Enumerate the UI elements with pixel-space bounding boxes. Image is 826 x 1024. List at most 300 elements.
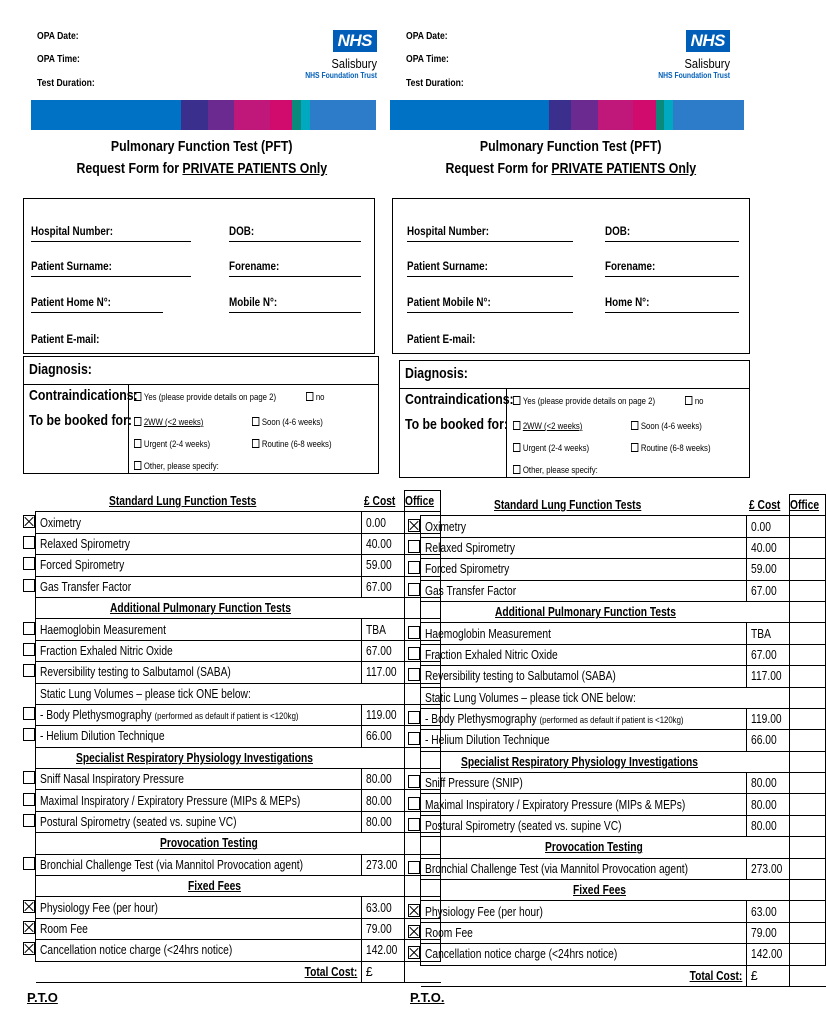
test-name: Sniff Pressure (SNIP): [425, 776, 523, 791]
test-name: - Body Plethysmography: [40, 708, 152, 723]
test-cost: 40.00: [365, 536, 392, 551]
cost-header: £ Cost: [748, 497, 780, 512]
checkbox-icon[interactable]: [23, 536, 35, 549]
checkbox-icon[interactable]: [23, 664, 35, 677]
test-name: Gas Transfer Factor: [40, 579, 132, 594]
booked-for-label: To be booked for:: [405, 416, 508, 433]
test-cost: 59.00: [750, 562, 777, 577]
table-row: [408, 794, 826, 815]
table-row: [408, 537, 826, 558]
title-line-2: [446, 158, 697, 180]
office-cell: [790, 537, 826, 558]
opt-2ww-label: 2WW (<2 weeks): [522, 421, 583, 432]
table-row: [23, 640, 441, 661]
checkbox-icon[interactable]: [408, 775, 420, 788]
office-cell: [790, 623, 826, 644]
checkbox-icon[interactable]: [631, 443, 638, 452]
test-name: Relaxed Spirometry: [425, 540, 516, 555]
mobile-number-label: Patient Mobile N°:: [407, 295, 491, 309]
test-cost: 59.00: [365, 558, 392, 573]
office-cell: [790, 901, 826, 922]
checked-box-icon[interactable]: [23, 942, 35, 955]
table-row: [23, 897, 441, 918]
table-row: [408, 815, 826, 836]
form-title: [23, 136, 381, 180]
test-cost: 80.00: [750, 797, 777, 812]
test-name: Room Fee: [425, 926, 473, 940]
section-provocation-title: Provocation Testing: [545, 840, 644, 855]
section-specialist-title: Specialist Respiratory Physiology Investigations: [75, 750, 313, 765]
opa-date-label: OPA Date:: [406, 30, 448, 42]
checkbox-icon[interactable]: [685, 396, 692, 405]
office-cell: [790, 815, 826, 836]
test-name: Relaxed Spirometry: [40, 536, 131, 551]
band-segment-4: [598, 100, 633, 130]
test-name: - Helium Dilution Technique: [40, 729, 165, 744]
checkbox-icon[interactable]: [408, 861, 420, 874]
office-cell: [790, 880, 826, 901]
office-header: Office: [405, 494, 435, 509]
office-cell: [790, 730, 826, 751]
pto-label: P.T.O.: [410, 990, 445, 1005]
band-segment-4: [234, 100, 269, 130]
table-row: [23, 619, 441, 640]
checkbox-icon[interactable]: [23, 622, 35, 635]
section-specialist-title: Specialist Respiratory Physiology Investigations: [460, 754, 698, 769]
checkbox-icon[interactable]: [408, 540, 420, 553]
test-name: Static Lung Volumes – please tick ONE below:: [40, 686, 251, 701]
contra-yes-option[interactable]: [134, 392, 276, 403]
test-cost: 67.00: [750, 583, 777, 598]
checkbox-icon[interactable]: [23, 771, 35, 784]
checkbox-icon[interactable]: [23, 814, 35, 827]
office-cell: [790, 644, 826, 665]
checked-box-icon[interactable]: [23, 515, 35, 528]
test-name: Reversibility testing to Salbutamol (SABA): [40, 665, 231, 680]
trust-name: NHS Foundation Trust: [305, 71, 377, 80]
contra-no-option[interactable]: [685, 396, 704, 407]
table-header-row: [408, 495, 826, 516]
color-band: [390, 100, 744, 130]
email-label: Patient E-mail:: [31, 332, 100, 346]
test-cost: 119.00: [750, 712, 782, 727]
opt-other-label: Other, please specify:: [143, 461, 219, 472]
table-row: [23, 811, 441, 832]
test-cost: TBA: [750, 626, 771, 641]
band-segment-2: [181, 100, 208, 130]
test-cost: 0.00: [365, 515, 386, 530]
title-line-1: Pulmonary Function Test (PFT): [111, 138, 293, 155]
nhs-logo: [277, 30, 377, 80]
contra-yes-label: Yes (please provide details on page 2): [143, 392, 277, 403]
surname-label: Patient Surname:: [31, 259, 112, 273]
band-segment-5: [270, 100, 292, 130]
table-row: [408, 730, 826, 751]
dob-label: DOB:: [605, 224, 631, 238]
total-cost-label: Total Cost:: [690, 968, 743, 983]
checkbox-icon[interactable]: [23, 557, 35, 570]
contra-yes-option[interactable]: [513, 396, 655, 407]
checkbox-icon[interactable]: [408, 818, 420, 831]
checked-box-icon[interactable]: [408, 519, 420, 532]
office-cell: [790, 858, 826, 879]
test-name: Reversibility testing to Salbutamol (SABA): [425, 669, 616, 684]
diagnosis-label: Diagnosis:: [29, 361, 92, 378]
opa-time-label: OPA Time:: [406, 53, 449, 65]
forename-field[interactable]: [605, 276, 739, 277]
section-row: [408, 880, 826, 901]
test-cost: 142.00: [365, 943, 398, 958]
section-row: [23, 876, 441, 897]
form-title: [392, 136, 750, 180]
office-cell: [790, 516, 826, 537]
test-name: Haemoglobin Measurement: [425, 626, 551, 641]
checkbox-icon[interactable]: [23, 857, 35, 870]
opt-2ww[interactable]: [134, 417, 203, 428]
patient-details-box: [392, 198, 750, 354]
office-cell: [790, 580, 826, 601]
table-row: [23, 918, 441, 939]
test-cost: 79.00: [365, 922, 392, 936]
org-name: Salisbury: [684, 56, 730, 71]
table-row: [408, 666, 826, 687]
test-cost: 119.00: [365, 708, 397, 723]
test-name: Forced Spirometry: [425, 562, 510, 577]
band-segment-8: [310, 100, 376, 130]
trust-name: NHS Foundation Trust: [658, 71, 730, 80]
office-cell: [790, 751, 826, 772]
table-row: [408, 516, 826, 537]
standard-tests-header: Standard Lung Function Tests: [493, 497, 641, 512]
home-number-field[interactable]: [605, 312, 739, 313]
test-name: Fraction Exhaled Nitric Oxide: [40, 643, 173, 658]
test-name: Room Fee: [40, 922, 88, 936]
test-cost: 67.00: [365, 643, 392, 658]
test-cost: 117.00: [750, 669, 782, 684]
band-segment-8: [673, 100, 744, 130]
checkbox-icon[interactable]: [252, 417, 259, 426]
test-cost: 63.00: [365, 900, 392, 915]
opt-soon[interactable]: [631, 421, 702, 432]
title-emphasis: PRIVATE PATIENTS Only: [551, 160, 697, 177]
table-row: [408, 922, 826, 943]
table-row: [408, 623, 826, 644]
section-row: [408, 751, 826, 772]
checkbox-icon[interactable]: [134, 392, 141, 401]
checkbox-icon[interactable]: [513, 443, 520, 452]
table-row: [408, 708, 826, 729]
checkbox-icon[interactable]: [408, 711, 420, 724]
office-cell: [790, 601, 826, 622]
checkbox-icon[interactable]: [134, 461, 141, 470]
checkbox-icon[interactable]: [306, 392, 313, 401]
band-segment-2: [549, 100, 571, 130]
office-cell: [790, 708, 826, 729]
opa-time-label: OPA Time:: [37, 53, 80, 65]
title-line-2: [77, 158, 328, 180]
hospital-number-label: Hospital Number:: [407, 224, 490, 238]
test-name: Oximetry: [40, 515, 81, 530]
checkbox-icon[interactable]: [408, 647, 420, 660]
opt-urgent[interactable]: [513, 443, 589, 454]
title-prefix: Request Form for: [76, 160, 183, 177]
table-row: [408, 687, 826, 708]
test-cost: 273.00: [750, 861, 783, 876]
test-cost: 80.00: [365, 772, 392, 787]
checked-box-icon[interactable]: [408, 946, 420, 959]
checkbox-icon[interactable]: [134, 417, 141, 426]
checkbox-icon[interactable]: [23, 707, 35, 720]
total-cost-field[interactable]: [746, 965, 789, 986]
home-number-label: Home N°:: [605, 295, 650, 309]
title-line-1: Pulmonary Function Test (PFT): [480, 138, 662, 155]
table-header-row: [23, 491, 441, 512]
forename-label: Forename:: [605, 259, 656, 273]
test-name: Sniff Nasal Inspiratory Pressure: [40, 772, 184, 787]
office-cell: [790, 773, 826, 794]
opt-soon-label: Soon (4-6 weeks): [640, 421, 702, 432]
table-row: [23, 662, 441, 683]
hospital-number-field[interactable]: [31, 241, 191, 242]
test-name: Physiology Fee (per hour): [40, 900, 158, 915]
test-name: Bronchial Challenge Test (via Mannitol Provocation agent): [40, 857, 304, 872]
opt-urgent-label: Urgent (2-4 weeks): [143, 439, 211, 450]
test-name: Gas Transfer Factor: [425, 583, 517, 598]
checkbox-icon[interactable]: [408, 797, 420, 810]
test-name: Fraction Exhaled Nitric Oxide: [425, 647, 558, 662]
checkbox-icon[interactable]: [408, 583, 420, 596]
opt-routine[interactable]: [631, 443, 711, 454]
booked-for-label: To be booked for:: [29, 412, 132, 429]
test-name: Bronchial Challenge Test (via Mannitol Provocation agent): [425, 861, 689, 876]
dob-field[interactable]: [605, 241, 739, 242]
form-copy-left: [23, 0, 435, 1024]
table-row: [23, 576, 441, 597]
table-row: [23, 726, 441, 747]
checkbox-icon[interactable]: [134, 439, 141, 448]
office-cell: [790, 837, 826, 858]
contra-no-option[interactable]: [306, 392, 325, 403]
section-fixed-title: Fixed Fees: [187, 879, 241, 894]
opt-routine-label: Routine (6-8 weeks): [640, 443, 711, 454]
total-row: [23, 961, 441, 982]
section-additional-title: Additional Pulmonary Function Tests: [109, 601, 291, 616]
total-cost-label: Total Cost:: [305, 964, 358, 979]
test-cost: 273.00: [365, 857, 398, 872]
section-row: [408, 601, 826, 622]
opt-other[interactable]: [134, 461, 219, 472]
total-row: [408, 965, 826, 986]
cost-header: £ Cost: [363, 493, 395, 508]
test-note: (performed as default if patient is <120kg): [154, 711, 299, 723]
checkbox-icon[interactable]: [408, 732, 420, 745]
checkbox-icon[interactable]: [408, 626, 420, 639]
checked-box-icon[interactable]: [408, 925, 420, 938]
band-segment-3: [571, 100, 598, 130]
surname-label: Patient Surname:: [407, 259, 488, 273]
table-row: [408, 858, 826, 879]
table-row: [408, 580, 826, 601]
form-copy-right: [392, 0, 820, 1024]
band-segment-7: [301, 100, 310, 130]
table-row: [23, 704, 441, 725]
table-row: [23, 533, 441, 554]
test-cost: 80.00: [365, 793, 392, 808]
checkbox-icon[interactable]: [252, 439, 259, 448]
checkbox-icon[interactable]: [513, 396, 520, 405]
total-currency: £: [750, 968, 758, 983]
checkbox-icon[interactable]: [408, 561, 420, 574]
opt-soon[interactable]: [252, 417, 323, 428]
opt-routine[interactable]: [252, 439, 332, 450]
office-cell: [790, 794, 826, 815]
table-row: [23, 854, 441, 875]
forename-field[interactable]: [229, 276, 361, 277]
mobile-number-field[interactable]: [229, 312, 361, 313]
checkbox-icon[interactable]: [513, 465, 520, 474]
table-row: [23, 555, 441, 576]
opt-soon-label: Soon (4-6 weeks): [261, 417, 323, 428]
surname-field[interactable]: [407, 276, 573, 277]
test-cost: 117.00: [365, 665, 397, 680]
opt-urgent[interactable]: [134, 439, 210, 450]
tests-table: [23, 490, 441, 983]
home-number-field[interactable]: [31, 312, 163, 313]
test-name: Haemoglobin Measurement: [40, 622, 166, 637]
total-currency: £: [365, 964, 373, 979]
test-note: (performed as default if patient is <120kg): [539, 715, 684, 727]
contra-yes-label: Yes (please provide details on page 2): [522, 396, 656, 407]
office-cell: [790, 666, 826, 687]
mobile-number-field[interactable]: [407, 312, 573, 313]
hospital-number-field[interactable]: [407, 241, 573, 242]
table-row: [23, 940, 441, 961]
checkbox-icon[interactable]: [408, 668, 420, 681]
mobile-number-label: Mobile N°:: [229, 295, 278, 309]
test-name: Physiology Fee (per hour): [425, 904, 543, 919]
test-cost: 40.00: [750, 540, 777, 555]
color-band: [31, 100, 376, 130]
test-duration-label: Test Duration:: [406, 77, 464, 89]
test-cost: 67.00: [365, 579, 392, 594]
org-name: Salisbury: [331, 56, 377, 71]
checked-box-icon[interactable]: [408, 904, 420, 917]
test-name: - Helium Dilution Technique: [425, 733, 550, 748]
home-number-label: Patient Home N°:: [31, 295, 111, 309]
diagnosis-label: Diagnosis:: [405, 365, 468, 382]
checkbox-icon[interactable]: [23, 579, 35, 592]
title-emphasis: PRIVATE PATIENTS Only: [182, 160, 328, 177]
surname-field[interactable]: [31, 276, 191, 277]
patient-details-box: [23, 198, 375, 354]
test-cost: 0.00: [750, 519, 771, 534]
standard-tests-header: Standard Lung Function Tests: [108, 493, 256, 508]
test-cost: 80.00: [750, 776, 777, 791]
nhs-logo: [630, 30, 730, 80]
test-cost: 80.00: [365, 815, 392, 830]
checkbox-icon[interactable]: [23, 728, 35, 741]
pto-label: P.T.O: [27, 990, 58, 1005]
contra-no-label: no: [315, 392, 325, 403]
test-cost: 67.00: [750, 647, 777, 662]
test-cost: 80.00: [750, 819, 777, 834]
test-name: Postural Spirometry (seated vs. supine VC): [40, 815, 237, 830]
opt-2ww[interactable]: [513, 421, 582, 432]
opt-routine-label: Routine (6-8 weeks): [261, 439, 332, 450]
table-row: [23, 512, 441, 533]
opt-other-label: Other, please specify:: [522, 465, 598, 476]
tests-table: [408, 494, 826, 987]
table-row: [408, 901, 826, 922]
opt-2ww-label: 2WW (<2 weeks): [143, 417, 204, 428]
test-name: - Body Plethysmography: [425, 712, 537, 727]
contraindications-label: Contraindications:: [29, 387, 138, 404]
band-segment-1: [31, 100, 181, 130]
section-row: [23, 747, 441, 768]
test-name: Static Lung Volumes – please tick ONE below:: [425, 690, 636, 705]
table-row: [408, 944, 826, 965]
table-row: [23, 790, 441, 811]
checkbox-icon[interactable]: [23, 643, 35, 656]
test-name: Postural Spirometry (seated vs. supine VC): [425, 819, 622, 834]
office-cell: [790, 944, 826, 965]
office-cell: [790, 559, 826, 580]
band-segment-6: [656, 100, 665, 130]
hospital-number-label: Hospital Number:: [31, 224, 114, 238]
forename-label: Forename:: [229, 259, 280, 273]
test-cost: 142.00: [750, 947, 783, 962]
band-segment-7: [664, 100, 673, 130]
opa-date-label: OPA Date:: [37, 30, 79, 42]
email-label: Patient E-mail:: [407, 332, 476, 346]
office-cell: [790, 687, 826, 708]
opt-urgent-label: Urgent (2-4 weeks): [522, 443, 590, 454]
test-name: Oximetry: [425, 519, 466, 534]
table-row: [23, 769, 441, 790]
test-name: Forced Spirometry: [40, 558, 125, 573]
section-row: [408, 837, 826, 858]
section-row: [23, 597, 441, 618]
diagnosis-divider: [24, 384, 378, 385]
band-segment-1: [390, 100, 549, 130]
table-row: [408, 559, 826, 580]
checkbox-icon[interactable]: [631, 421, 638, 430]
office-cell: [790, 922, 826, 943]
checked-box-icon[interactable]: [23, 900, 35, 913]
test-name: Maximal Inspiratory / Expiratory Pressure (MIPs & MEPs): [40, 793, 301, 808]
diagnosis-divider: [400, 388, 749, 389]
contraindications-label: Contraindications:: [405, 391, 514, 408]
nhs-mark: NHS: [333, 30, 377, 52]
test-cost: TBA: [365, 622, 386, 637]
office-header: Office: [790, 498, 820, 513]
test-cost: 63.00: [750, 904, 777, 919]
contra-no-label: no: [694, 396, 704, 407]
section-fixed-title: Fixed Fees: [572, 883, 626, 898]
test-cost: 66.00: [750, 733, 777, 748]
diagnosis-box: [399, 360, 750, 478]
dob-label: DOB:: [229, 224, 255, 238]
table-row: [23, 683, 441, 704]
title-prefix: Request Form for: [445, 160, 552, 177]
table-row: [408, 773, 826, 794]
checked-box-icon[interactable]: [23, 921, 35, 934]
checkbox-icon[interactable]: [513, 421, 520, 430]
test-cost: 66.00: [365, 729, 392, 744]
opt-other[interactable]: [513, 465, 598, 476]
checkbox-icon[interactable]: [23, 793, 35, 806]
dob-field[interactable]: [229, 241, 361, 242]
